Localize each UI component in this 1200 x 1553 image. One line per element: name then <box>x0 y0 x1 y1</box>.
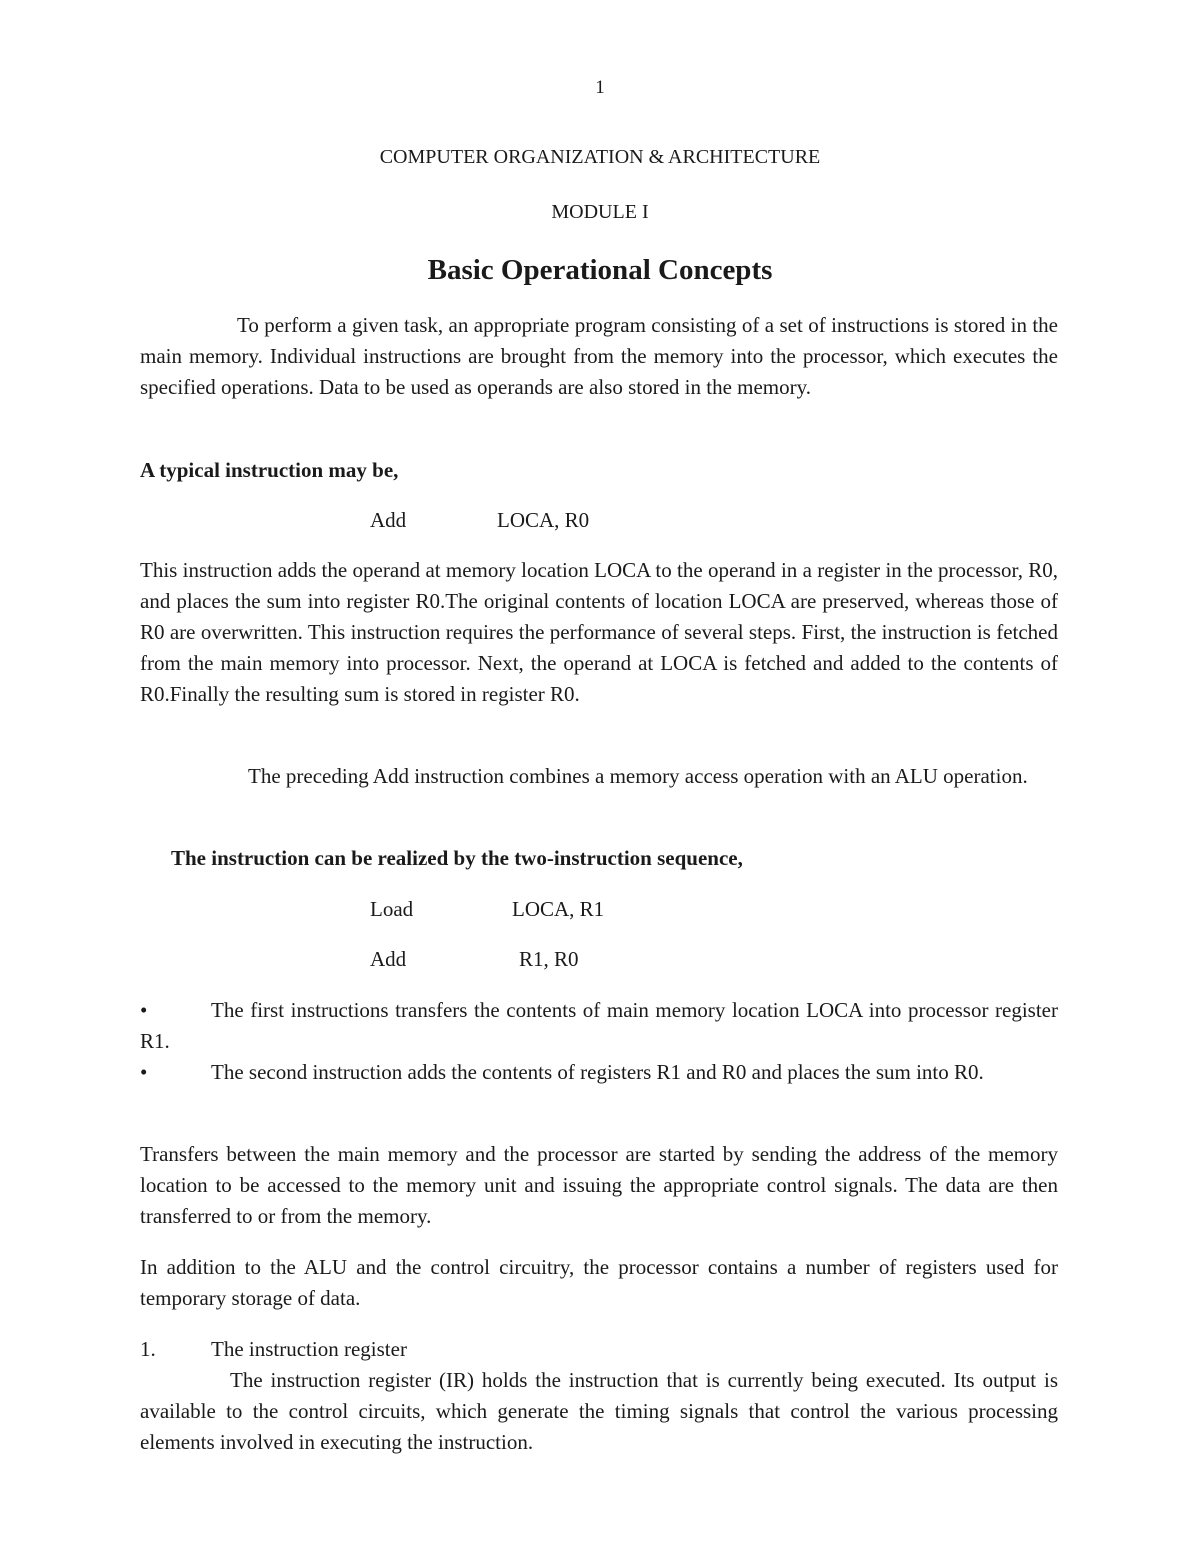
sequence-args-1: LOCA, R1 <box>512 897 605 921</box>
explanation-paragraph: This instruction adds the operand at memory location LOCA to the operand in a register in the processor, R0, and places the sum into register R0.The original contents of location LOCA are preserved, whereas those of R0 are overwritten. This instruction requires the performance of several steps. First, the instruction is fetched from the main memory into processor. Next, the operand at LOCA is fetched and added to the contents of R0.Finally the resulting sum is stored in register R0. <box>140 558 1058 706</box>
bullet-item-2 <box>140 1057 1058 1088</box>
sequence-heading: The instruction can be realized by the two-instruction sequence, <box>171 846 743 870</box>
typical-instruction-heading: A typical instruction may be, <box>140 458 399 482</box>
sequence-op-2: Add <box>370 947 407 971</box>
sequence-op-1: Load <box>370 897 414 921</box>
section-title: Basic Operational Concepts <box>427 254 773 286</box>
example-args: LOCA, R0 <box>497 508 590 532</box>
page-number: 1 <box>595 77 605 98</box>
module-title: MODULE I <box>551 201 649 223</box>
ir-paragraph: The instruction register (IR) holds the instruction that is currently being executed. Its output is available to the control circuits, which generate the timing signals that control the various processing elements involved in executing the instruction. <box>140 1368 1058 1454</box>
preceding-paragraph: The preceding Add instruction combines a memory access operation with an ALU operation. <box>248 764 1028 788</box>
bullet-text-2: The second instruction adds the contents of registers R1 and R0 and places the sum into R0. <box>211 1060 984 1084</box>
example-op: Add <box>370 508 407 532</box>
bullet-dot-icon: • <box>140 998 148 1022</box>
list-item-label: The instruction register <box>211 1337 407 1361</box>
registers-paragraph: In addition to the ALU and the control circuitry, the processor contains a number of registers used for temporary storage of data. <box>140 1255 1058 1310</box>
course-title: COMPUTER ORGANIZATION & ARCHITECTURE <box>379 146 821 168</box>
bullet-item-1 <box>140 995 1058 1057</box>
intro-paragraph: To perform a given task, an appropriate program consisting of a set of instructions is stored in the main memory. Individual instructions are brought from the memory into the processor, which executes the specified operations. Data to be used as operands are also stored in the memory. <box>140 313 1058 399</box>
bullet-dot-icon: • <box>140 1060 148 1084</box>
list-item-number: 1. <box>140 1337 156 1361</box>
bullet-text-1: The first instructions transfers the contents of main memory location LOCA into processor register R1. <box>140 998 1058 1053</box>
sequence-args-2: R1, R0 <box>519 947 579 971</box>
transfers-paragraph: Transfers between the main memory and the processor are started by sending the address of the memory location to be accessed to the memory unit and issuing the appropriate control signals. The data are then transferred to or from the memory. <box>140 1142 1058 1228</box>
list-item-instruction-register <box>140 1334 1058 1365</box>
